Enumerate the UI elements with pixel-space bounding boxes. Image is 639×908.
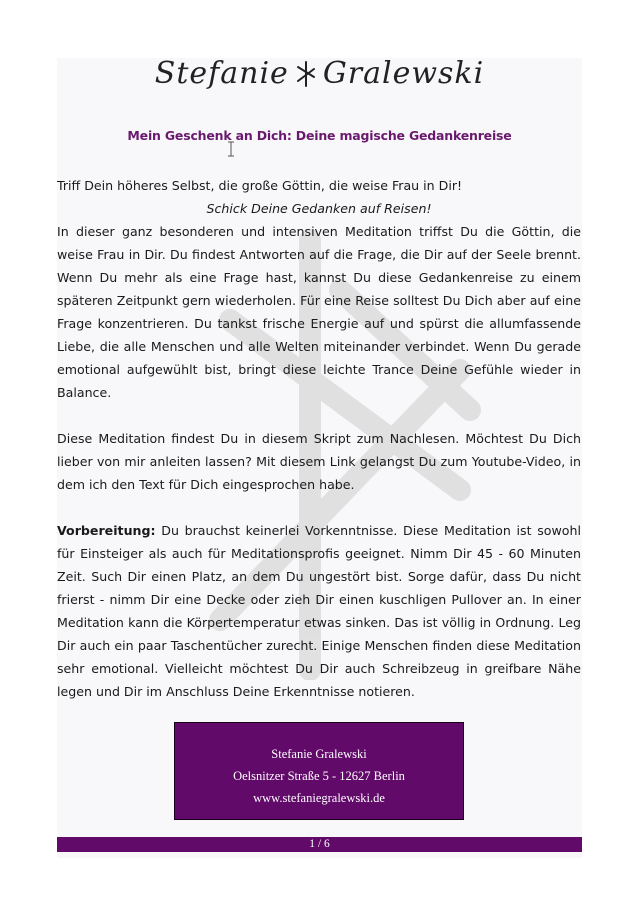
paragraph-video-link: Diese Meditation findest Du in diesem Skript zum Nachlesen. Möchtest Du Dich lieber von mir anleiten lassen? Mit diesem Link gelangst Du zum Youtube-Video, in dem ich den Text für Dich eingesprochen habe. <box>57 431 581 492</box>
paragraph-preparation <box>57 519 581 703</box>
brand-first-name: Stefanie <box>154 56 289 91</box>
page-indicator: 1 / 6 <box>309 838 330 850</box>
page-indicator-bar <box>57 837 582 852</box>
subtitle-line: Schick Deine Gedanken auf Reisen! <box>206 201 432 216</box>
intro-line: Triff Dein höheres Selbst, die große Göttin, die weise Frau in Dir! <box>57 178 463 193</box>
preparation-label: Vorbereitung: <box>57 523 156 538</box>
rune-separator-icon <box>295 61 317 87</box>
paragraph-intro: In dieser ganz besonderen und intensiven Meditation triffst Du die Göttin, die weise Frau in Dir. Du findest Antworten auf die Frage, die Dir auf der Seele brennt. Wenn Du mehr als eine Frage hast, kannst Du diese Gedankenreise zu einem späteren Zeitpunkt gern wiederholen. Für eine Reise solltest Du Dich aber auf eine Frage konzentrieren. Du tankst frische Energie auf und spürst die allumfassende Liebe, die alle Menschen und alle Welten miteinander verbindet. Wenn Du gerade emotional aufgewühlt bist, bringt diese leichte Trance Deine Gefühle wieder in Balance. <box>57 224 581 400</box>
brand-last-name: Gralewski <box>322 56 485 91</box>
contact-address: Oelsnitzer Straße 5 - 12627 Berlin <box>233 769 405 783</box>
preparation-text: Du brauchst keinerlei Vorkenntnisse. Diese Meditation ist sowohl für Einsteiger als auch für Meditationsprofis geeignet. Nimm Dir 45 - 60 Minuten Zeit. Such Dir einen Platz, an dem Du ungestört bist. Sorge dafür, dass Du nicht frierst - nimm Dir eine Decke oder zieh Dir einen kuschligen Pullover an. In einer Meditation kann die Körpertemperatur etwas sinken. Das ist völlig in Ordnung. Leg Dir auch ein paar Taschentücher zurecht. Einige Menschen finden diese Meditation sehr emotional. Vielleicht möchtest Du Dir auch Schreibzeug in greifbare Nähe legen und Dir im Anschluss Deine Erkenntnisse notieren. <box>57 523 581 699</box>
contact-website[interactable]: www.stefaniegralewski.de <box>253 791 385 805</box>
document-body <box>57 174 581 703</box>
text-cursor-icon <box>227 141 235 157</box>
contact-box <box>174 722 464 820</box>
page-title: Mein Geschenk an Dich: Deine magische Gedankenreise <box>127 128 512 143</box>
contact-name: Stefanie Gralewski <box>271 747 367 761</box>
brand-logo <box>0 56 639 91</box>
